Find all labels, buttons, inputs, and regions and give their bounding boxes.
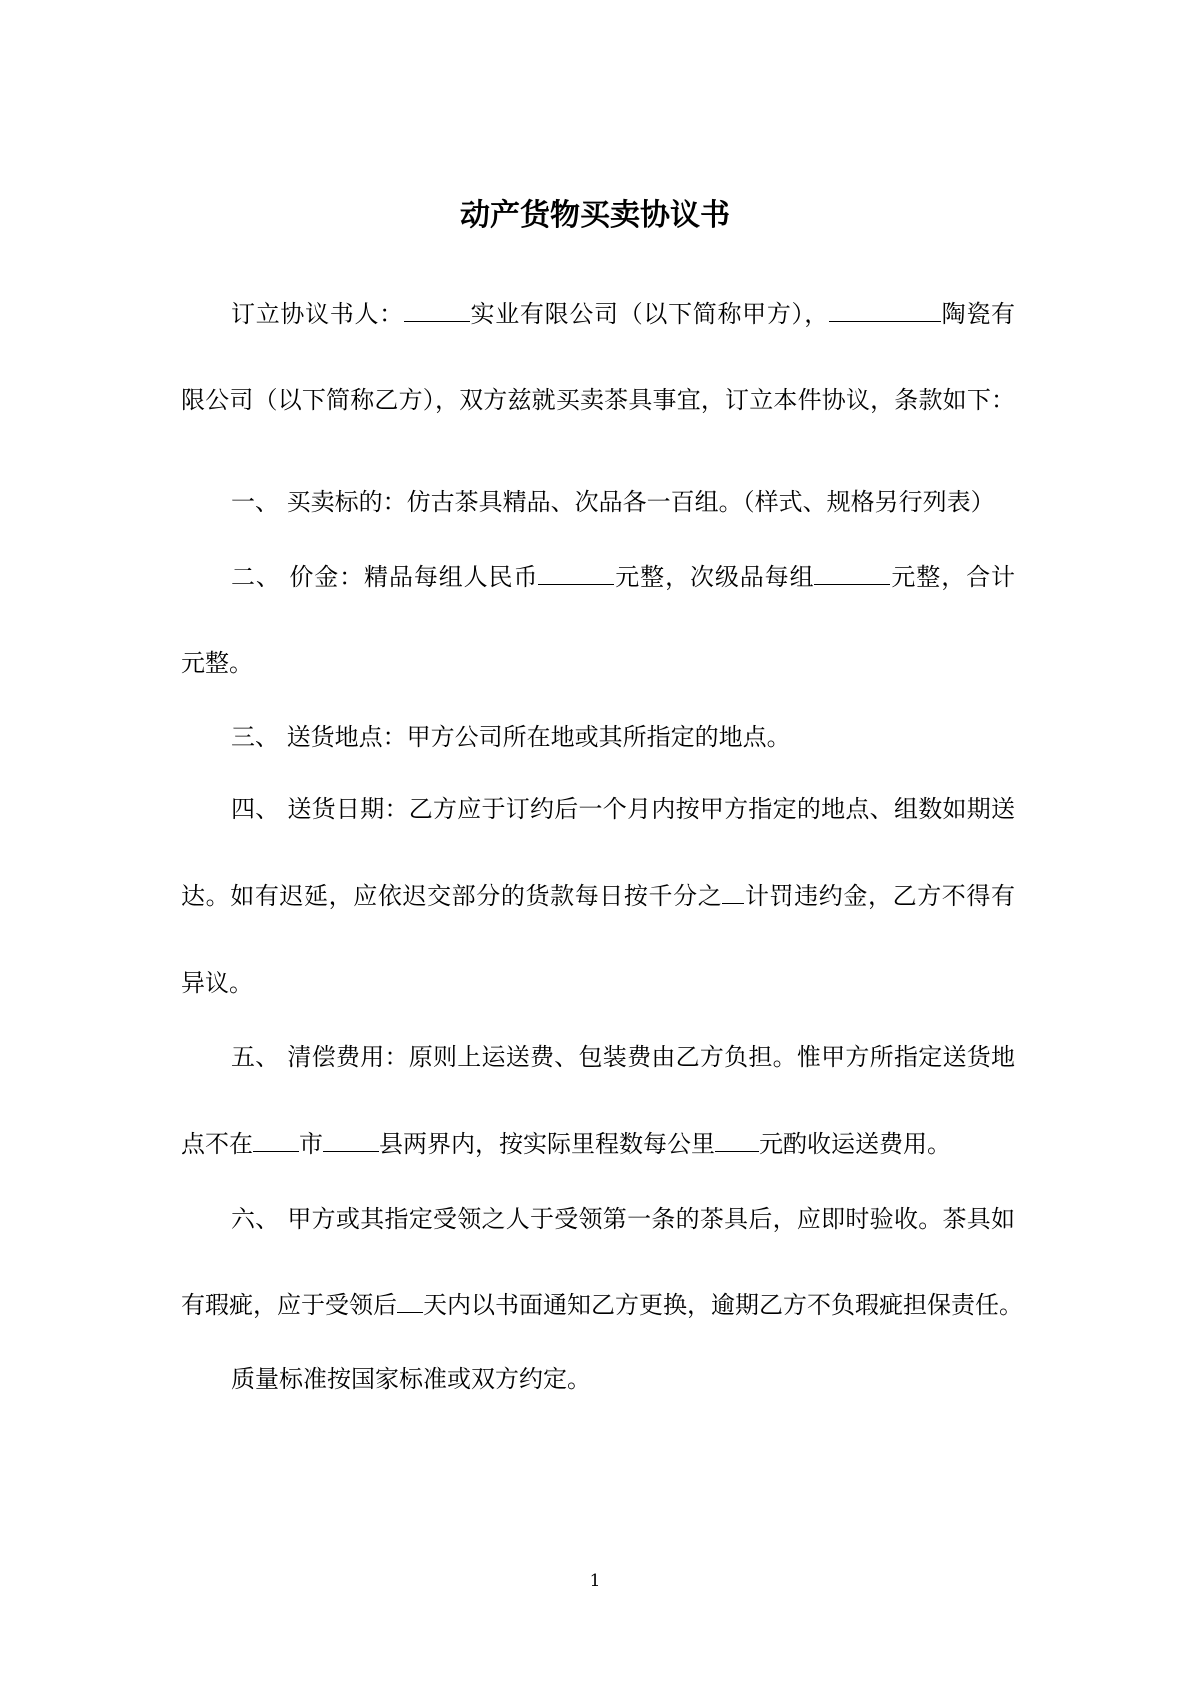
clause-6-line-1: 六、 甲方或其指定受领之人于受领第一条的茶具后，应即时验收。茶具如 bbox=[231, 1205, 1015, 1233]
clause-text: 点不在 bbox=[181, 1130, 253, 1158]
clause-1: 一、 买卖标的：仿古茶具精品、次品各一百组。（样式、规格另行列表） bbox=[231, 488, 995, 516]
fill-blank bbox=[323, 1150, 379, 1152]
clause-text: 元整，次级品每组 bbox=[614, 563, 815, 591]
fill-blank bbox=[829, 320, 941, 322]
clause-text: 元酌收运送费用。 bbox=[759, 1130, 951, 1158]
clause-text: 元整，合计 bbox=[890, 563, 1015, 591]
clause-4-line-3: 异议。 bbox=[181, 969, 253, 997]
clause-text: 二、 价金：精品每组人民币 bbox=[231, 563, 539, 591]
clause-text: 县两界内，按实际里程数每公里 bbox=[379, 1130, 715, 1158]
clause-text: 达。如有迟延，应依迟交部分的货款每日按千分之 bbox=[181, 882, 723, 910]
clause-text: 有瑕疵，应于受领后 bbox=[181, 1291, 397, 1319]
clause-5-line-1: 五、 清偿费用：原则上运送费、包装费由乙方负担。惟甲方所指定送货地 bbox=[231, 1043, 1015, 1071]
intro-text: 订立协议书人： bbox=[231, 300, 404, 328]
clause-5-line-2 bbox=[181, 1127, 951, 1161]
fill-blank bbox=[814, 583, 890, 585]
intro-line-2: 限公司（以下简称乙方），双方兹就买卖茶具事宜，订立本件协议，条款如下： bbox=[181, 386, 1015, 414]
fill-blank bbox=[722, 902, 744, 904]
intro-text: 实业有限公司（以下简称甲方）， bbox=[469, 300, 829, 328]
clause-2-line-2: 元整。 bbox=[181, 649, 253, 677]
document-title: 动产货物买卖协议书 bbox=[460, 198, 730, 233]
page-number: 1 bbox=[589, 1571, 601, 1591]
clause-6-line-3: 质量标准按国家标准或双方约定。 bbox=[231, 1365, 591, 1393]
clause-text: 计罚违约金，乙方不得有 bbox=[744, 882, 1016, 910]
intro-text: 陶瓷有 bbox=[940, 300, 1016, 328]
fill-blank bbox=[715, 1150, 759, 1152]
clause-3: 三、 送货地点：甲方公司所在地或其所指定的地点。 bbox=[231, 723, 791, 751]
clause-6-line-2 bbox=[181, 1288, 1023, 1322]
clause-4-line-2 bbox=[181, 879, 1015, 913]
fill-blank bbox=[538, 583, 614, 585]
fill-blank bbox=[253, 1150, 299, 1152]
fill-blank bbox=[397, 1311, 423, 1313]
fill-blank bbox=[404, 320, 470, 322]
clause-2-line-1 bbox=[231, 560, 1015, 594]
clause-4-line-1: 四、 送货日期：乙方应于订约后一个月内按甲方指定的地点、组数如期送 bbox=[231, 795, 1015, 823]
clause-text: 天内以书面通知乙方更换，逾期乙方不负瑕疵担保责任。 bbox=[423, 1291, 1023, 1319]
intro-line-1 bbox=[231, 297, 1015, 331]
clause-text: 市 bbox=[299, 1130, 323, 1158]
